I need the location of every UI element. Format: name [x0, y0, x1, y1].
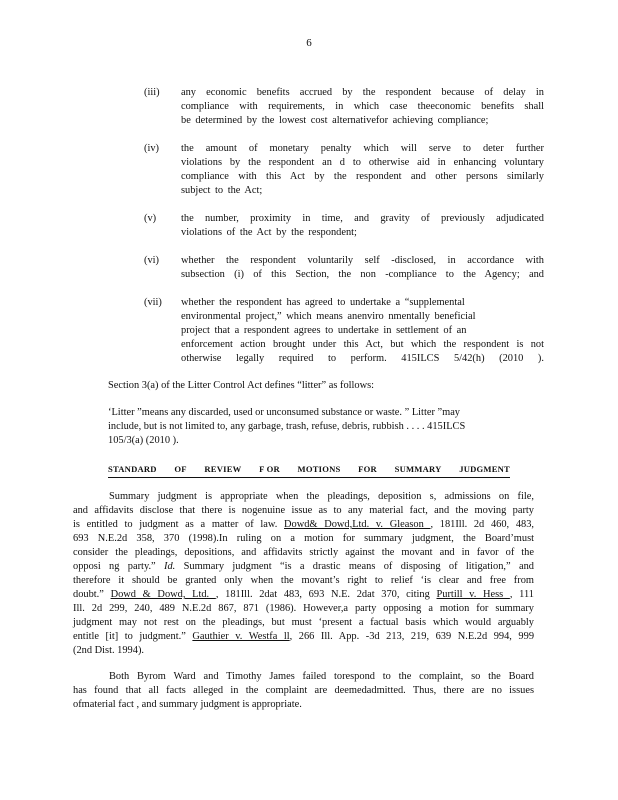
paragraph-line: entitle [it] to judgment.” Gauthier v. Westfa ll, 266 Ill. App. -3d 213, 219, 639 N.E.2d 994, 999 — [73, 631, 535, 642]
conclusion-paragraph — [73, 670, 534, 712]
heading-word: JUDGMENT — [459, 464, 510, 474]
criterion-line: enforcement action brought under this Act, but which the respondent is not — [181, 339, 544, 350]
section-heading — [108, 462, 510, 478]
case-citation: Dowd & Dowd, Ltd. — [110, 589, 216, 600]
summary-judgment-paragraph — [73, 490, 534, 658]
criterion-line: subsection (i) of this Section, the non -compliance to the Agency; and — [181, 269, 544, 280]
heading-word: OF — [174, 464, 187, 474]
page-number: 6 — [306, 37, 312, 49]
heading-word: FOR — [358, 464, 377, 474]
case-citation: Dowd& Dowd,Ltd. v. Gleason — [284, 519, 431, 530]
criterion-vi — [144, 254, 544, 282]
heading-word: MOTIONS — [297, 464, 341, 474]
criterion-line: any economic benefits accrued by the respondent because of delay in — [181, 87, 544, 98]
criterion-line: environmental project,” which means anenviro nmentally beneficial — [181, 311, 476, 322]
criterion-line: whether the respondent has agreed to undertake a “supplemental — [181, 297, 465, 308]
criterion-number: (vii) — [144, 297, 162, 308]
quote-line: 105/3(a) (2010 ). — [108, 435, 179, 446]
heading-word: STANDARD — [108, 464, 157, 474]
paragraph-line: therefore it should be granted only when the movant’s right to relief ‘is clear and free from — [73, 575, 534, 586]
paragraph-line: has found that all facts alleged in the complaint are deemedadmitted. Thus, there are no issues — [73, 685, 534, 696]
litter-definition-quote — [108, 406, 528, 448]
criterion-v — [144, 212, 544, 240]
paragraph-line: (2nd Dist. 1994). — [73, 645, 144, 656]
paragraph-line: ofmaterial fact , and summary judgment is appropriate. — [73, 699, 302, 710]
paragraph-line: Ill. 2d 299, 240, 489 N.E.2d 867, 871 (1986). However,a party opposing a motion for summary — [73, 603, 534, 614]
paragraph-line: 693 N.E.2d 358, 370 (1998).In ruling on a motion for summary judgment, the Board’must — [73, 533, 534, 544]
criterion-number: (vi) — [144, 255, 160, 266]
quote-line: include, but is not limited to, any garbage, trash, refuse, debris, rubbish . . . . 415ILCS — [108, 421, 466, 432]
criterion-line: violations by the respondent an d to otherwise aid in enhancing voluntary — [181, 157, 544, 168]
heading-word: F OR — [259, 464, 280, 474]
quote-line: ‘Litter ”means any discarded, used or unconsumed substance or waste. ” Litter ”may — [108, 407, 461, 418]
criterion-line: compliance with this Act by the respondent and other persons similarly — [181, 171, 544, 182]
paragraph-line: is entitled to judgment as a matter of law. Dowd& Dowd,Ltd. v. Gleason , 181Ill. 2d 460, 483, — [73, 519, 535, 530]
criteria-list — [144, 86, 544, 380]
paragraph-line: consider the pleadings, depositions, and affidavits strictly against the movant and in favor of the — [73, 547, 534, 558]
criterion-line: compliance with requirements, in which case theeconomic benefits shall — [181, 101, 544, 112]
criterion-number: (iv) — [144, 143, 160, 154]
criterion-line: project that a respondent agrees to undertake in settlement of an — [181, 325, 467, 336]
criterion-line: the amount of monetary penalty which will serve to deter further — [181, 143, 544, 154]
criterion-line: subject to the Act; — [181, 185, 263, 196]
paragraph-line: Both Byrom Ward and Timothy James failed torespond to the complaint, so the Board — [109, 671, 534, 682]
case-citation: Purtill v. Hess — [436, 589, 510, 600]
criterion-line: the number, proximity in time, and gravity of previously adjudicated — [181, 213, 544, 224]
criterion-line: be determined by the lowest cost alternativefor achieving compliance; — [181, 115, 489, 126]
paragraph-line: opposi ng party.” Id. Summary judgment “is a drastic means of disposing of litigation,” and — [73, 561, 534, 572]
criterion-iii — [144, 86, 544, 128]
paragraph-line: Summary judgment is appropriate when the pleadings, deposition s, admissions on file, — [109, 491, 534, 502]
criterion-iv — [144, 142, 544, 198]
criterion-line: whether the respondent voluntarily self -disclosed, in accordance with — [181, 255, 544, 266]
heading-word: SUMMARY — [394, 464, 442, 474]
heading-word: REVIEW — [204, 464, 242, 474]
id-citation: Id. — [164, 561, 176, 572]
criterion-number: (iii) — [144, 87, 160, 98]
section-intro: Section 3(a) of the Litter Control Act defines “litter” as follows: — [108, 380, 375, 391]
criterion-vii — [144, 296, 544, 366]
criterion-number: (v) — [144, 213, 157, 224]
case-citation: Gauthier v. Westfa ll — [192, 631, 290, 642]
paragraph-line: and affidavits disclose that there is nogenuine issue as to any material fact, and the moving party — [73, 505, 534, 516]
paragraph-line: doubt.” Dowd & Dowd, Ltd. , 181Ill. 2dat 483, 693 N.E. 2dat 370, citing Purtill v. Hess , 111 — [73, 589, 534, 600]
paragraph-line: judgment may not rest on the pleadings, but must ‘present a factual basis which would arguably — [73, 617, 534, 628]
criterion-line: violations of the Act by the respondent; — [181, 227, 357, 238]
criterion-line: otherwise legally required to perform. 415ILCS 5/42(h) (2010 ). — [181, 353, 544, 364]
